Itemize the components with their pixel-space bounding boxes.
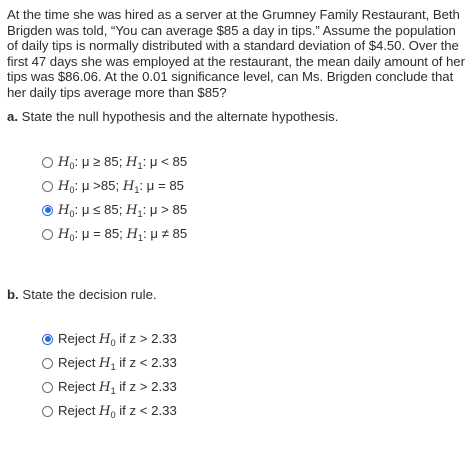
radio-button-selected[interactable]	[42, 205, 53, 216]
problem-text: At the time she was hired as a server at the Grumney Family Restaurant, Beth Brigden was told, “You can average $85 a day in tips.” Assume the population of daily tips is normally distributed with a standard deviation of $4.50. Over the first 47 days she was employed at the restaurant, the mean daily amount of her tips was $86.06. At the 0.01 significance level, can Ms. Brigden conclude that her daily tips average more than $85?	[7, 7, 465, 100]
radio-button[interactable]	[42, 157, 53, 168]
hypothesis-option-3[interactable]	[42, 198, 187, 222]
radio-button[interactable]	[42, 229, 53, 240]
question-b-prompt: State the decision rule.	[22, 287, 157, 302]
radio-button[interactable]	[42, 406, 53, 417]
option-text: Reject $H_1$ if z > 2.33	[58, 378, 177, 396]
hypothesis-option-1[interactable]	[42, 150, 187, 174]
hypothesis-options	[42, 150, 187, 246]
radio-button[interactable]	[42, 181, 53, 192]
hypothesis-option-4[interactable]	[42, 222, 187, 246]
option-text: Reject $H_0$ if z < 2.33	[58, 402, 177, 420]
option-text: $H_0$: μ = 85; $H_1$: μ ≠ 85	[58, 225, 188, 243]
option-text: $H_0$: μ ≥ 85; $H_1$: μ < 85	[58, 153, 188, 171]
problem-statement	[7, 7, 469, 100]
radio-button-selected[interactable]	[42, 334, 53, 345]
radio-button[interactable]	[42, 358, 53, 369]
option-text: $H_0$: μ ≤ 85; $H_1$: μ > 85	[58, 201, 188, 219]
question-b-label: b.	[7, 287, 19, 302]
radio-button[interactable]	[42, 382, 53, 393]
decision-option-4[interactable]	[42, 399, 177, 423]
decision-option-2[interactable]	[42, 351, 177, 375]
option-text: Reject $H_0$ if z > 2.33	[58, 330, 177, 348]
option-text: $H_0$: μ >85; $H_1$: μ = 85	[58, 177, 184, 195]
question-a-label: a.	[7, 109, 18, 124]
question-b	[7, 287, 157, 302]
hypothesis-option-2[interactable]	[42, 174, 187, 198]
decision-rule-options	[42, 327, 177, 423]
decision-option-3[interactable]	[42, 375, 177, 399]
decision-option-1[interactable]	[42, 327, 177, 351]
question-a	[7, 109, 338, 124]
option-text: Reject $H_1$ if z < 2.33	[58, 354, 177, 372]
question-a-prompt: State the null hypothesis and the alternate hypothesis.	[21, 109, 339, 124]
